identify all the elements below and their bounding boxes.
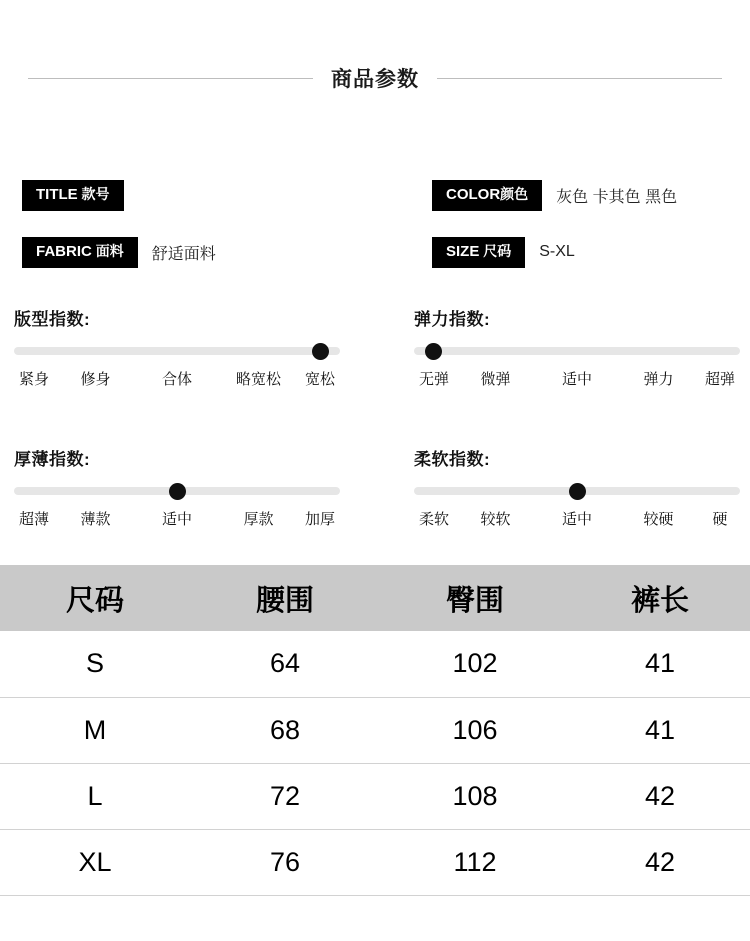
slider-knob[interactable]	[425, 343, 442, 360]
index-row	[0, 445, 750, 585]
table-cell: 106	[380, 697, 570, 763]
scale-label: 紧身	[18, 371, 50, 388]
spec-tag-row	[0, 180, 750, 237]
color-tag-en: COLOR	[446, 186, 501, 203]
color-tag-cn: 颜色	[500, 186, 529, 202]
scale-label: 宽松	[304, 371, 336, 388]
scale-label: 无弹	[418, 371, 450, 388]
fabric-tag	[22, 237, 138, 268]
index-fit-scale	[14, 368, 340, 392]
index-sliders	[0, 305, 750, 585]
slider-knob[interactable]	[569, 483, 586, 500]
title-tag-en: TITLE	[36, 186, 78, 203]
scale-label: 修身	[80, 371, 111, 388]
size-chart-table	[0, 565, 750, 896]
table-cell: 42	[570, 763, 750, 829]
table-cell: 68	[190, 697, 380, 763]
size-tag-en: SIZE	[446, 243, 480, 260]
table-cell: 41	[570, 697, 750, 763]
fabric-tag-en: FABRIC	[36, 243, 92, 260]
spec-tag-row	[0, 237, 750, 294]
table-header-cell: 腰围	[190, 565, 380, 631]
index-thickness-label: 厚薄指数:	[14, 450, 91, 469]
table-cell: 108	[380, 763, 570, 829]
spec-title	[22, 180, 138, 211]
scale-label: 较硬	[643, 511, 674, 528]
scale-label: 超弹	[704, 371, 736, 388]
table-cell: L	[0, 763, 190, 829]
table-cell: 72	[190, 763, 380, 829]
slider-knob[interactable]	[312, 343, 329, 360]
page-title: 商品参数	[331, 68, 419, 91]
scale-label: 合体	[161, 371, 193, 388]
fabric-tag-cn: 面料	[91, 243, 124, 259]
index-thickness	[14, 445, 344, 532]
color-value: 灰色 卡其色 黑色	[556, 188, 678, 206]
index-fit	[14, 305, 344, 392]
table-cell: 64	[190, 631, 380, 697]
table-header-row	[0, 565, 750, 631]
scale-label: 适中	[561, 511, 593, 528]
index-elasticity-slider[interactable]	[414, 340, 740, 362]
table-row	[0, 631, 750, 697]
scale-label: 微弹	[480, 371, 511, 388]
scale-label: 柔软	[418, 511, 450, 528]
index-elasticity	[414, 305, 744, 392]
scale-label: 略宽松	[235, 371, 282, 388]
header-rule-left	[28, 78, 313, 79]
table-header-cell: 裤长	[570, 565, 750, 631]
index-softness-slider[interactable]	[414, 480, 740, 502]
index-softness	[414, 445, 744, 532]
table-cell: M	[0, 697, 190, 763]
spec-tags	[0, 180, 750, 294]
table-cell: 102	[380, 631, 570, 697]
spec-color	[432, 180, 677, 211]
size-tag	[432, 237, 525, 268]
scale-label: 薄款	[80, 511, 111, 528]
scale-label: 硬	[712, 511, 728, 528]
table-cell: 42	[570, 829, 750, 895]
table-row	[0, 763, 750, 829]
title-tag	[22, 180, 124, 211]
table-header-cell: 尺码	[0, 565, 190, 631]
table-row	[0, 697, 750, 763]
scale-label: 适中	[561, 371, 593, 388]
section-header	[0, 60, 750, 96]
slider-track	[414, 347, 740, 355]
size-tag-cn: 尺码	[479, 243, 512, 259]
slider-track	[14, 347, 340, 355]
table-row	[0, 829, 750, 895]
spec-size	[432, 237, 575, 268]
index-softness-scale	[414, 508, 740, 532]
index-softness-label: 柔软指数:	[414, 450, 491, 469]
header-rule-right	[437, 78, 722, 79]
spec-fabric	[22, 237, 216, 268]
scale-label: 适中	[161, 511, 193, 528]
table-body	[0, 631, 750, 895]
scale-label: 超薄	[18, 511, 50, 528]
index-fit-label: 版型指数:	[14, 310, 91, 329]
scale-label: 厚款	[243, 511, 274, 528]
scale-label: 较软	[480, 511, 511, 528]
scale-label: 加厚	[304, 511, 336, 528]
color-tag	[432, 180, 542, 211]
size-value: S-XL	[539, 243, 575, 261]
title-tag-cn: 款号	[77, 186, 110, 202]
slider-knob[interactable]	[169, 483, 186, 500]
index-elasticity-label: 弹力指数:	[414, 310, 491, 329]
table-cell: S	[0, 631, 190, 697]
index-thickness-scale	[14, 508, 340, 532]
table-cell: XL	[0, 829, 190, 895]
index-fit-slider[interactable]	[14, 340, 340, 362]
index-thickness-slider[interactable]	[14, 480, 340, 502]
table-cell: 41	[570, 631, 750, 697]
index-row	[0, 305, 750, 445]
index-elasticity-scale	[414, 368, 740, 392]
table-cell: 112	[380, 829, 570, 895]
table-cell: 76	[190, 829, 380, 895]
fabric-value: 舒适面料	[151, 245, 216, 263]
table-header-cell: 臀围	[380, 565, 570, 631]
scale-label: 弹力	[643, 371, 674, 388]
